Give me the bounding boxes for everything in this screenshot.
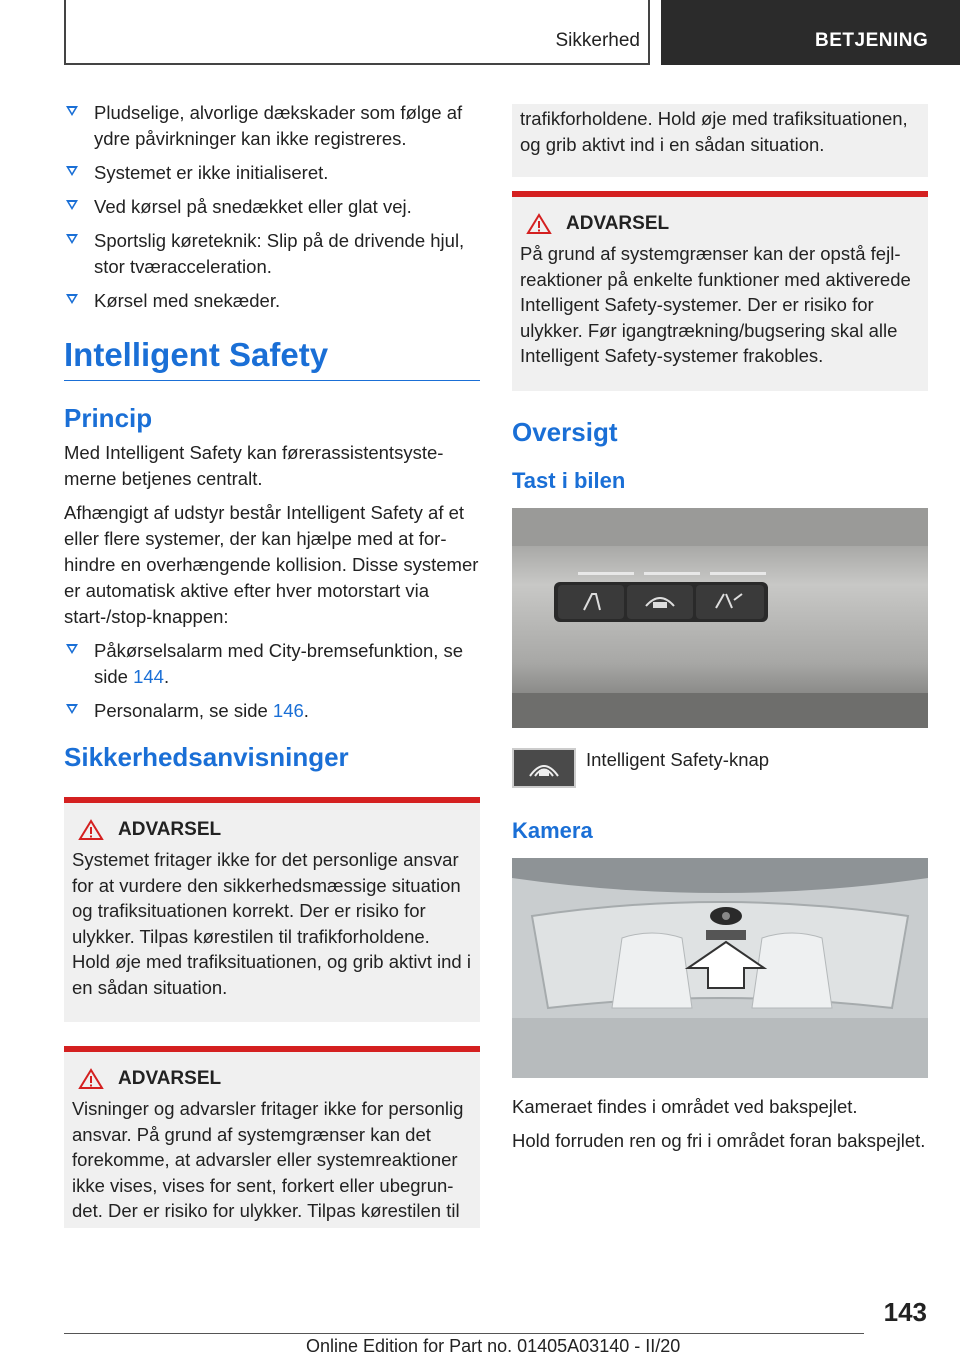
button-panel-image [512, 508, 928, 728]
safety-heading: Sikkerhedsanvisninger [64, 742, 349, 772]
warning-header: ADVARSEL [72, 1068, 472, 1090]
page-number: 143 [883, 1297, 927, 1327]
page-link-146[interactable]: 146 [272, 700, 304, 721]
chapter-title: Intelligent Safety [64, 336, 480, 381]
bullet-triangle-icon [66, 166, 78, 176]
legend-text: Intelligent Safety-knap [586, 748, 770, 770]
camera-paragraph-2: Hold forruden ren og fri i området foran bakspejlet. [512, 1129, 926, 1151]
warning-header: ADVARSEL [72, 819, 472, 841]
header-section-title: Sikkerhed [555, 30, 640, 51]
page-link-144[interactable]: 144 [133, 666, 164, 687]
right-column [512, 104, 928, 1162]
bullet-triangle-icon [66, 200, 78, 210]
list-item: Påkørselsalarm med City-bremsefunktion, se side 144. [64, 638, 480, 690]
warning-triangle-icon [526, 213, 552, 235]
camera-heading: Kamera [512, 817, 593, 843]
bullet-triangle-icon [66, 644, 78, 654]
list-item: Ved kørsel på snedækket eller glat vej. [64, 194, 480, 220]
warning-box-3 [512, 191, 928, 391]
camera-image [512, 858, 928, 1078]
left-column [64, 100, 480, 1228]
bullet-triangle-icon [66, 234, 78, 244]
principle-paragraph-2: Afhængigt af udstyr består Intelligent Safety af et eller flere systemer, der kan hjælpe med at forhindre en overhængende kollision. Disse systemer er automatisk aktive efter hver motorstart via start-/stop-knappen: [64, 502, 479, 627]
list-item: Personalarm, se side 146. [64, 698, 480, 724]
bullet-triangle-icon [66, 106, 78, 116]
warning-triangle-icon [78, 819, 104, 841]
legend-row [512, 748, 928, 788]
header-tab-label: BETJENING [815, 30, 929, 51]
list-item: Systemet er ikke initialiseret. [64, 160, 480, 186]
warning-text: Visninger og advarsler fritager ikke for personlig ansvar. På grund af systemgrænser kan det forekomme, at advarsler eller systemreaktioner ikke vises, vises for sent, forkert eller ubegrundet. Der er risiko for ulykker. Tilpas kørestilen til [72, 1098, 464, 1221]
list-item: Sportslig køreteknik: Slip på de drivende hjul, stor tværacceleration. [64, 228, 480, 280]
header-tab [661, 0, 960, 65]
buttons-heading: Tast i bilen [512, 467, 626, 493]
warning-triangle-icon [78, 1068, 104, 1090]
condition-list [64, 100, 480, 314]
list-item: Kørsel med snekæder. [64, 288, 480, 314]
footer-edition: Online Edition for Part no. 01405A03140 - II/20 [306, 1336, 681, 1356]
warning-text: trafikforholdene. Hold øje med trafiksituationen, og grib aktivt ind i en sådan situation. [520, 108, 908, 155]
footer-divider [64, 1333, 864, 1334]
list-item: Pludselige, alvorlige dækskader som følge af ydre påvirkninger kan ikke registreres. [64, 100, 480, 152]
bullet-triangle-icon [66, 704, 78, 714]
camera-photo [512, 858, 928, 1078]
intelligent-safety-icon [512, 748, 576, 788]
camera-paragraph-1: Kameraet findes i området ved bakspejlet. [512, 1095, 858, 1117]
warning-text: Systemet fritager ikke for det personlige ansvar for at vurdere den sikkerhedsmæssige situation og trafiksituationen korrekt. Der er risiko for ulykker. Tilpas kørestilen til trafikforholdene. Hold øje med trafiksituationen, og grib aktivt ind i en sådan situation. [72, 849, 471, 998]
warning-box-2-continued [512, 104, 928, 177]
warning-box-1 [64, 797, 480, 1022]
principle-paragraph-1: Med Intelligent Safety kan førerassistentsystemerne betjenes centralt. [64, 442, 444, 489]
bullet-triangle-icon [66, 294, 78, 304]
button-panel-photo [512, 508, 928, 728]
warning-text: På grund af systemgrænser kan der opstå fejlreaktioner på enkelte funktioner med aktiverede Intelligent Safety-systemer. Der er risiko for ulykker. Før igangtrækning/bugsering skal alle Intelligent Safety-systemer frakobles. [520, 243, 911, 366]
warning-box-2 [64, 1046, 480, 1228]
warning-header: ADVARSEL [520, 213, 920, 235]
overview-heading: Oversigt [512, 416, 618, 447]
principle-heading: Princip [64, 403, 153, 433]
system-list [64, 638, 480, 724]
